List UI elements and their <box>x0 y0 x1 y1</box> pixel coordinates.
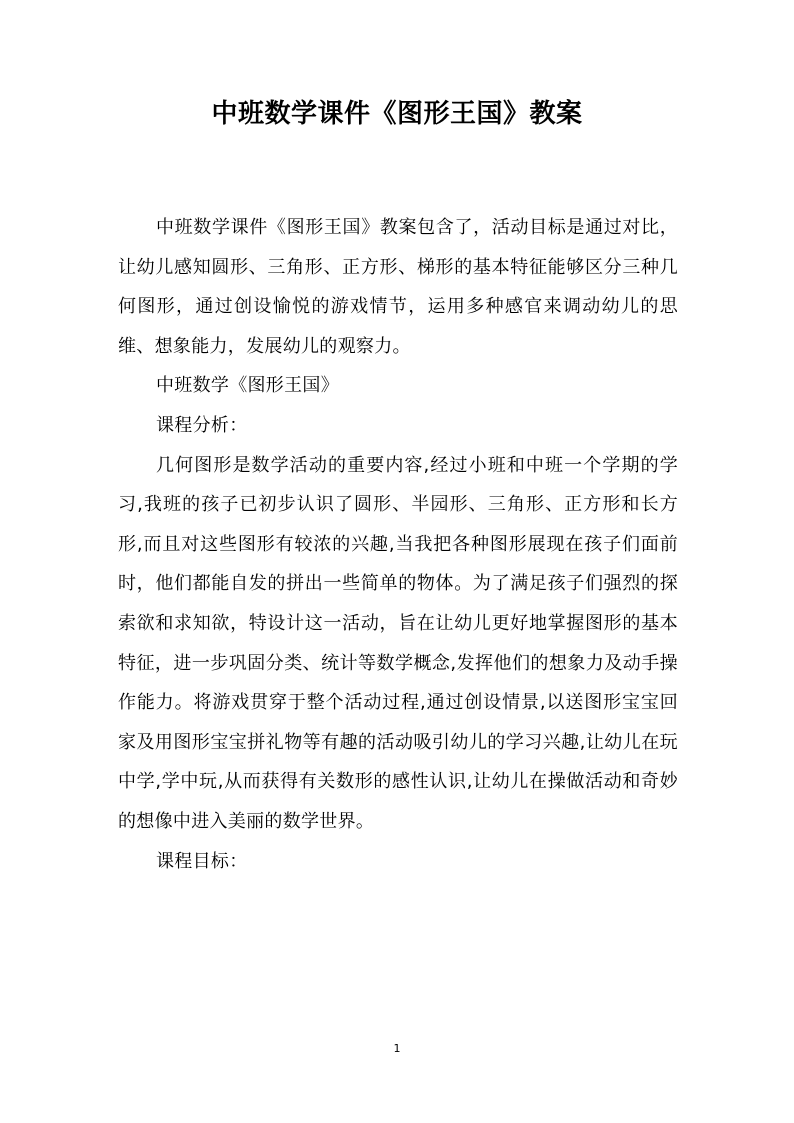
course-analysis-heading: 课程分析： <box>156 414 248 436</box>
document-body <box>118 208 678 881</box>
course-analysis-paragraph: 几何图形是数学活动的重要内容,经过小班和中班一个学期的学习,我班的孩子已初步认识了圆形、半园形、三角形、正方形和长方形,而且对这些图形有较浓的兴趣,当我把各种图形展现在孩子们面前时，他们都能自发的拼出一些简单的物体。为了满足孩子们强烈的探索欲和求知欲，特设计这一活动，旨在让幼儿更好地掌握图形的基本特征，进一步巩固分类、统计等数学概念,发挥他们的想象力及动手操作能力。将游戏贯穿于整个活动过程,通过创设情景,以送图形宝宝回家及用图形宝宝拼礼物等有趣的活动吸引幼儿的学习兴趣,让幼儿在玩中学,学中玩,从而获得有关数形的感性认识,让幼儿在操做活动和奇妙的想像中进入美丽的数学世界。 <box>118 454 678 832</box>
intro-paragraph: 中班数学课件《图形王国》教案包含了，活动目标是通过对比，让幼儿感知圆形、三角形、正方形、梯形的基本特征能够区分三种几何图形，通过创设愉悦的游戏情节，运用多种感官来调动幼儿的思维、想象能力，发展幼儿的观察力。 <box>118 217 678 357</box>
course-goals-heading: 课程目标： <box>156 850 248 872</box>
document-title: 中班数学课件《图形王国》教案 <box>211 99 583 129</box>
page-number: 1 <box>393 1042 401 1055</box>
lesson-name-paragraph: 中班数学《图形王国》 <box>156 375 339 397</box>
